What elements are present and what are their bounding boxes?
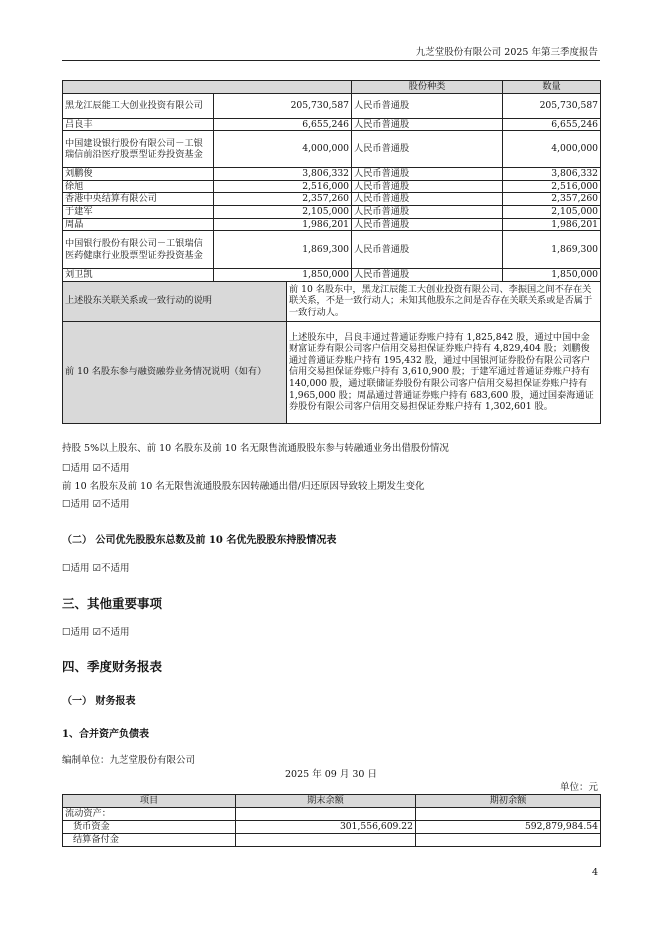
holder-share-type: 人民币普通股	[352, 193, 503, 206]
other-matters-applicability: ☐适用 ☑不适用	[62, 627, 130, 638]
holder-quantity: 2,105,000	[503, 205, 601, 218]
holder-name: 刘卫凯	[63, 269, 214, 282]
subsection-balance-sheet: 1、合并资产负债表	[62, 729, 149, 740]
holder-share-type: 人民币普通股	[352, 118, 503, 131]
holder-name: 周晶	[63, 218, 214, 231]
related-row	[63, 281, 601, 321]
holder-quantity: 4,000,000	[503, 131, 601, 168]
margin-label: 前 10 名股东参与融资融券业务情况说明（如有）	[63, 321, 287, 423]
header-end-balance: 期末余额	[236, 795, 416, 808]
holder-share-type: 人民币普通股	[352, 269, 503, 282]
holder-share-type: 人民币普通股	[352, 168, 503, 181]
holder-shares: 4,000,000	[214, 131, 352, 168]
holder-shares: 2,357,260	[214, 193, 352, 206]
unit-label: 单位：元	[559, 782, 598, 793]
row-item: 结算备付金	[63, 833, 236, 846]
balance-sheet-table	[62, 794, 601, 847]
row-item: 货币资金	[63, 820, 236, 833]
holder-name: 吕良丰	[63, 118, 214, 131]
holder-quantity: 1,850,000	[503, 269, 601, 282]
table-row	[63, 168, 601, 181]
holder-name: 香港中央结算有限公司	[63, 193, 214, 206]
change-applicability: ☐适用 ☑不适用	[62, 499, 130, 510]
section-other-matters: 三、其他重要事项	[62, 596, 163, 611]
holder-quantity: 3,806,332	[503, 168, 601, 181]
holder-quantity: 6,655,246	[503, 118, 601, 131]
related-label: 上述股东关联关系或一致行动的说明	[63, 281, 287, 321]
header-begin-balance: 期初余额	[416, 795, 601, 808]
holder-quantity: 205,730,587	[503, 93, 601, 118]
holder-share-type: 人民币普通股	[352, 231, 503, 269]
table-row	[63, 231, 601, 269]
header-item: 项目	[63, 795, 236, 808]
header-divider	[62, 60, 600, 61]
header-share-type: 股份种类	[352, 81, 503, 94]
row-begin	[416, 833, 601, 846]
holder-name: 中国建设银行股份有限公司－工银瑞信前沿医疗股票型证券投资基金	[63, 131, 214, 168]
row-end	[236, 807, 416, 820]
change-paragraph: 前 10 名股东及前 10 名无限售流通股股东因转融通出借/归还原因导致较上期发生变化	[62, 481, 425, 492]
holder-shares: 6,655,246	[214, 118, 352, 131]
row-item: 流动资产：	[63, 807, 236, 820]
row-end	[236, 833, 416, 846]
table-row	[63, 807, 601, 820]
table-row	[63, 93, 601, 118]
header-quantity: 数量	[503, 81, 601, 94]
holder-quantity: 2,516,000	[503, 180, 601, 193]
table-row	[63, 180, 601, 193]
lending-applicability: ☐适用 ☑不适用	[62, 463, 130, 474]
subsection-statements: （一） 财务报表	[62, 696, 136, 707]
holder-name: 刘鹏俊	[63, 168, 214, 181]
holder-shares: 2,105,000	[214, 205, 352, 218]
row-begin: 592,879,984.54	[416, 820, 601, 833]
holder-shares: 1,850,000	[214, 269, 352, 282]
page-number: 4	[591, 867, 598, 878]
holder-shares: 205,730,587	[214, 93, 352, 118]
holder-share-type: 人民币普通股	[352, 93, 503, 118]
related-text: 前 10 名股东中，黑龙江辰能工大创业投资有限公司、李振国之间不存在关联关系，不是一致行动人；未知其他股东之间是否存在关联关系或是否属于一致行动人。	[287, 281, 601, 321]
row-begin	[416, 807, 601, 820]
holder-shares: 1,986,201	[214, 218, 352, 231]
margin-text: 上述股东中，吕良丰通过普通证券账户持有 1,825,842 股，通过中国中金财富证券有限公司客户信用交易担保证券账户持有 4,829,404 股；刘鹏俊通过普通证券账户持有 195,432 股，通过中国银河证券股份有限公司客户信用交易担保证券账户持有 3,610,900 股；于建军通过普通证券账户持有 140,000 股，通过联储证券股份有限公司客户信用交易担保证券账户持有 1,965,000 股；周晶通过普通证券账户持有 683,600 股，通过国泰海通证券股份有限公司客户信用交易担保证券账户持有 1,302,601 股。	[287, 321, 601, 423]
page-header-title: 九芝堂股份有限公司 2025 年第三季度报告	[415, 47, 598, 58]
holder-quantity: 2,357,260	[503, 193, 601, 206]
table-row	[63, 833, 601, 846]
holder-share-type: 人民币普通股	[352, 180, 503, 193]
holder-shares: 1,869,300	[214, 231, 352, 269]
holder-name: 徐旭	[63, 180, 214, 193]
holder-name: 黑龙江辰能工大创业投资有限公司	[63, 93, 214, 118]
report-date: 2025 年 09 月 30 日	[285, 769, 377, 780]
holder-quantity: 1,869,300	[503, 231, 601, 269]
section-financial-statements: 四、季度财务报表	[62, 659, 163, 674]
table-row	[63, 820, 601, 833]
top-holders-table	[62, 80, 601, 424]
holder-shares: 3,806,332	[214, 168, 352, 181]
table-row	[63, 118, 601, 131]
table-row	[63, 269, 601, 282]
holder-quantity: 1,986,201	[503, 218, 601, 231]
margin-row	[63, 321, 601, 423]
holder-shares: 2,516,000	[214, 180, 352, 193]
table-header-row	[63, 795, 601, 808]
row-end: 301,556,609.22	[236, 820, 416, 833]
holder-name: 于建军	[63, 205, 214, 218]
preferred-shares-heading: （二） 公司优先股股东总数及前 10 名优先股股东持股情况表	[62, 535, 337, 546]
table-header-row	[63, 81, 601, 94]
preferred-applicability: ☐适用 ☑不适用	[62, 563, 130, 574]
lending-paragraph: 持股 5%以上股东、前 10 名股东及前 10 名无限售流通股股东参与转融通业务出借股份情况	[62, 443, 449, 454]
holder-share-type: 人民币普通股	[352, 218, 503, 231]
table-row	[63, 131, 601, 168]
header-blank-cell	[63, 81, 352, 94]
table-row	[63, 218, 601, 231]
holder-share-type: 人民币普通股	[352, 205, 503, 218]
holder-share-type: 人民币普通股	[352, 131, 503, 168]
preparing-entity: 编制单位：九芝堂股份有限公司	[62, 755, 196, 766]
table-row	[63, 193, 601, 206]
table-row	[63, 205, 601, 218]
holder-name: 中国银行股份有限公司－工银瑞信医药健康行业股票型证券投资基金	[63, 231, 214, 269]
